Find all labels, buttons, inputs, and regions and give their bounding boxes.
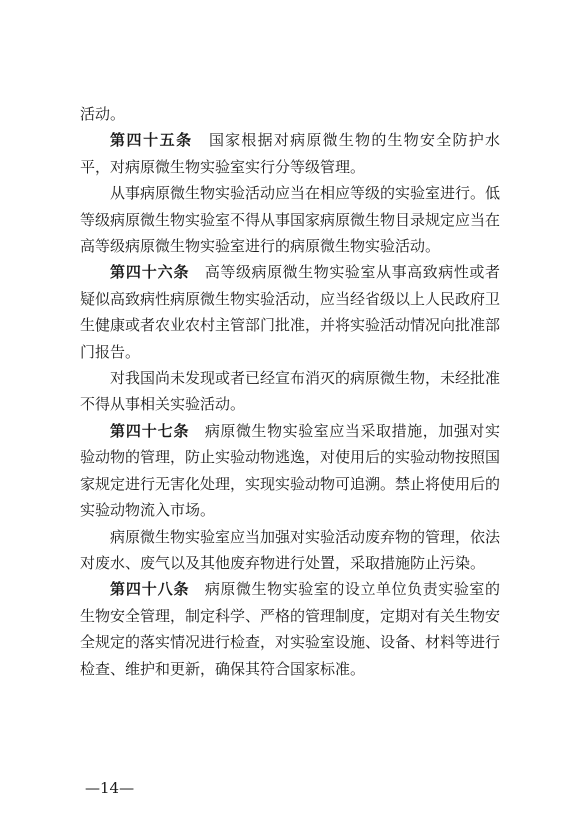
article-heading: 第四十五条: [110, 131, 193, 150]
article-47-paragraph-2: [80, 524, 500, 577]
page-number: —14—: [85, 779, 135, 797]
article-heading: 第四十八条: [110, 580, 190, 599]
article-46: [80, 259, 500, 365]
article-46-paragraph-2: [80, 365, 500, 418]
paragraph-text: 国家根据对病原微生物的生物安全防护水平，对病原微生物实验室实行分等级管理。: [80, 131, 500, 176]
paragraph-text: 病原微生物实验室应当加强对实验活动废弃物的管理，依法对废水、废气以及其他废弃物进行处置，采取措施防止污染。: [80, 527, 501, 572]
paragraph-continuation: [80, 101, 500, 127]
article-heading: 第四十六条: [110, 263, 190, 282]
paragraph-text: 活动。: [80, 105, 126, 123]
article-heading: 第四十七条: [110, 421, 190, 440]
paragraph-text: 病原微生物实验室应当采取措施，加强对实验动物的管理，防止实验动物逃逸，对使用后的实验动物按照国家规定进行无害化处理，实现实验动物可追溯。禁止将使用后的实验动物流入市场。: [80, 421, 501, 520]
article-48: [80, 576, 500, 682]
paragraph-text: 高等级病原微生物实验室从事高致病性或者疑似高致病性病原微生物实验活动，应当经省级以上人民政府卫生健康或者农业农村主管部门批准，并将实验活动情况向批准部门报告。: [80, 263, 501, 361]
article-45-paragraph-2: [80, 180, 500, 259]
paragraph-text: 对我国尚未发现或者已经宣布消灭的病原微生物，未经批准不得从事相关实验活动。: [80, 369, 501, 414]
article-45: [80, 127, 500, 180]
paragraph-text: 病原微生物实验室的设立单位负责实验室的生物安全管理，制定科学、严格的管理制度，定期对有关生物安全规定的落实情况进行检查，对实验室设施、设备、材料等进行检查、维护和更新，确保其符合国家标准。: [80, 580, 501, 678]
document-body: [80, 101, 500, 682]
article-47: [80, 418, 500, 524]
paragraph-text: 从事病原微生物实验活动应当在相应等级的实验室进行。低等级病原微生物实验室不得从事国家病原微生物目录规定应当在高等级病原微生物实验室进行的病原微生物实验活动。: [80, 184, 501, 256]
